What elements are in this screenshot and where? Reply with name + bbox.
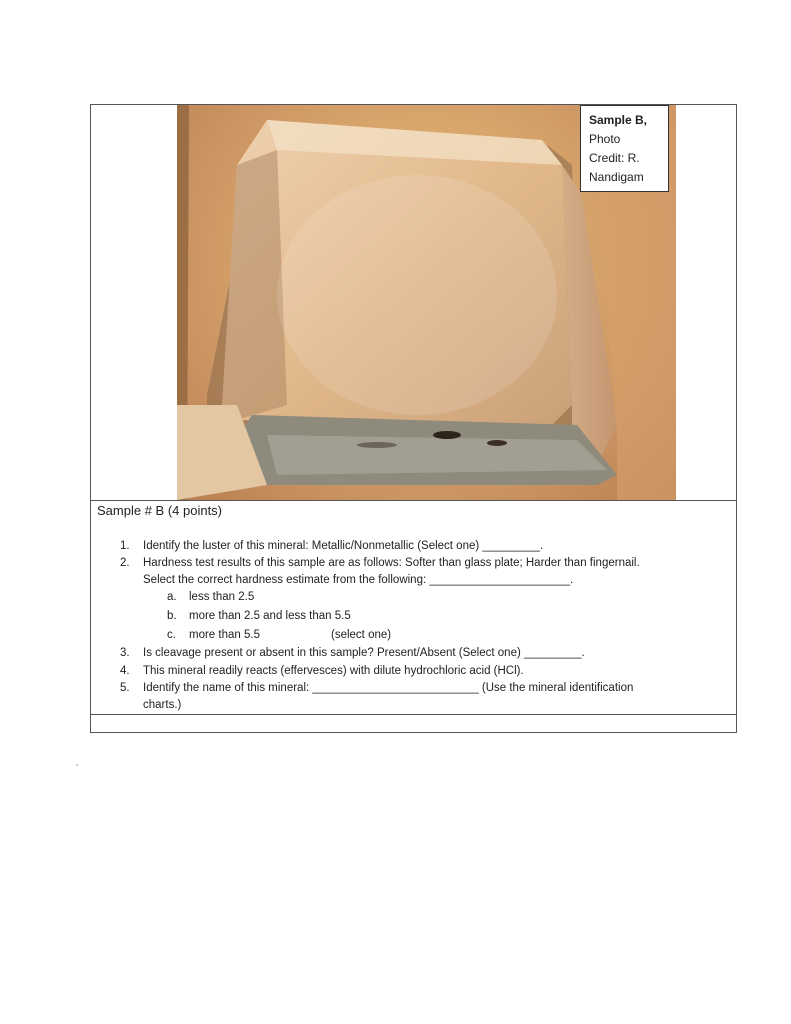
question-number: 3. (120, 647, 130, 659)
caption-line: Nandigam (589, 170, 644, 184)
option-letter: a. (167, 591, 177, 603)
question-3: Is cleavage present or absent in this sample? Present/Absent (Select one) _________. (143, 647, 585, 659)
option-c: more than 5.5 (189, 629, 260, 641)
option-a: less than 2.5 (189, 591, 255, 603)
question-2-line-1: Hardness test results of this sample are as follows: Softer than glass plate; Harder than fingernail. (143, 557, 640, 569)
option-letter: b. (167, 610, 177, 622)
bottom-divider (90, 714, 737, 715)
question-number: 4. (120, 665, 130, 677)
option-b: more than 2.5 and less than 5.5 (189, 610, 351, 622)
caption-line: Credit: R. (589, 151, 640, 165)
question-4: This mineral readily reacts (effervesces) with dilute hydrochloric acid (HCl). (143, 665, 524, 677)
question-number: 5. (120, 682, 130, 694)
question-number: 1. (120, 540, 130, 552)
question-5-line-2: charts.) (143, 699, 182, 711)
photo-caption (580, 105, 669, 192)
question-1: Identify the luster of this mineral: Metallic/Nonmetallic (Select one) _________. (143, 540, 544, 552)
scan-speck (76, 764, 78, 766)
question-5-line-1: Identify the name of this mineral: __________________________ (Use the mineral identification (143, 682, 634, 694)
caption-line: Photo (589, 132, 621, 146)
section-title: Sample # B (4 points) (97, 503, 223, 518)
option-letter: c. (167, 629, 176, 641)
question-2-line-2: Select the correct hardness estimate from the following: ______________________. (143, 574, 574, 586)
photo-divider (90, 500, 737, 501)
select-note: (select one) (331, 629, 392, 641)
caption-title: Sample B, (589, 113, 648, 127)
question-number: 2. (120, 557, 130, 569)
